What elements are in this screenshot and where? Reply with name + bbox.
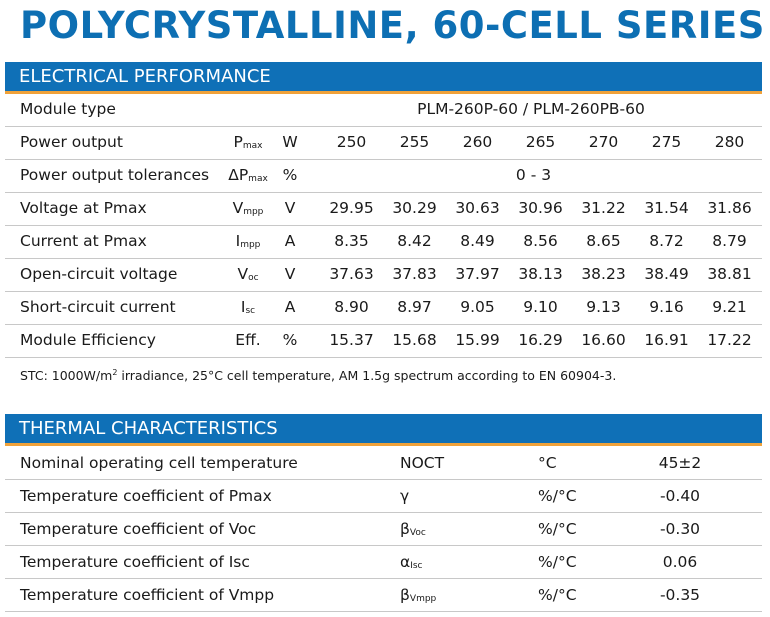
value-cell: 31.22 <box>581 199 626 217</box>
table-row <box>5 546 762 579</box>
note-superscript: 2 <box>112 368 118 377</box>
unit: V <box>284 265 296 283</box>
table-row <box>5 126 762 160</box>
unit: °C <box>538 454 557 472</box>
value-cell: 265 <box>525 133 556 151</box>
value-cell: 8.72 <box>649 232 684 250</box>
symbol-subscript: Vmpp <box>409 594 437 604</box>
symbol: γ <box>400 487 410 505</box>
page-title: POLYCRYSTALLINE, 60-CELL SERIES <box>20 4 765 47</box>
value-cell: 275 <box>651 133 682 151</box>
value-cell: 8.49 <box>460 232 495 250</box>
value-cell: 30.96 <box>518 199 563 217</box>
row-label: Voltage at Pmax <box>20 199 147 217</box>
note-text: STC: 1000W/m <box>20 368 113 384</box>
value-cell: 8.97 <box>397 298 432 316</box>
symbol: $V_{mpp}$ <box>232 199 264 217</box>
table-row <box>5 225 762 259</box>
unit: %/°C <box>538 553 577 571</box>
table-row <box>5 480 762 513</box>
value-cell: -0.40 <box>659 487 701 505</box>
value-cell: 38.13 <box>518 265 563 283</box>
value-cell: 15.37 <box>329 331 374 349</box>
symbol-subscript: max <box>248 174 268 184</box>
row-label: Power output tolerances <box>20 166 210 184</box>
symbol-subscript: max <box>242 141 263 151</box>
table-row <box>5 447 762 480</box>
value-cell: -0.30 <box>659 520 701 538</box>
value-cell: 31.54 <box>644 199 689 217</box>
symbol: $I_{sc}$ <box>240 298 256 316</box>
value-cell: 8.65 <box>586 232 621 250</box>
value-cell: 270 <box>588 133 619 151</box>
value-cell: 16.29 <box>518 331 563 349</box>
value-cell: 280 <box>714 133 745 151</box>
symbol: Eff. <box>235 331 261 349</box>
table-row <box>5 513 762 546</box>
unit: A <box>284 298 296 316</box>
unit: %/°C <box>538 586 577 604</box>
symbol: NOCT <box>400 454 445 472</box>
value-cell: 16.60 <box>581 331 626 349</box>
table-row <box>5 291 762 325</box>
module-type-value: PLM-260P-60 / PLM-260PB-60 <box>417 100 645 118</box>
value-cell: 0.06 <box>662 553 698 571</box>
value-cell: 37.83 <box>392 265 437 283</box>
value-cell: 38.81 <box>707 265 752 283</box>
row-label: Temperature coefficient of Voc <box>20 520 257 538</box>
symbol-subscript: mpp <box>240 240 261 250</box>
row-label: Temperature coefficient of Vmpp <box>20 586 275 604</box>
row-label: Temperature coefficient of Isc <box>20 553 250 571</box>
value-cell: 29.95 <box>329 199 374 217</box>
value-cell: 8.56 <box>523 232 558 250</box>
thermal-characteristics-header <box>5 414 762 446</box>
value-cell: 31.86 <box>707 199 752 217</box>
value-cell: 9.10 <box>523 298 558 316</box>
unit: %/°C <box>538 487 577 505</box>
symbol: $\beta_{Vmpp}$ <box>400 586 437 604</box>
value-cell: 15.99 <box>455 331 500 349</box>
section-title: ELECTRICAL PERFORMANCE <box>19 66 271 87</box>
value-cell: 8.79 <box>712 232 747 250</box>
symbol-subscript: Isc <box>410 561 423 571</box>
symbol-subscript: Voc <box>409 528 426 538</box>
value-cell: 255 <box>399 133 430 151</box>
value-cell: 45±2 <box>658 454 702 472</box>
table-row <box>5 192 762 226</box>
symbol: $\Delta P_{max}$ <box>228 166 268 184</box>
symbol-subscript: mpp <box>243 207 264 217</box>
unit: W <box>282 133 298 151</box>
value-cell: 38.23 <box>581 265 626 283</box>
row-label: Module Efficiency <box>20 331 156 349</box>
table-row <box>5 579 762 612</box>
row-label: Nominal operating cell temperature <box>20 454 298 472</box>
value-cell: 9.05 <box>460 298 495 316</box>
symbol-subscript: sc <box>245 306 256 316</box>
value-cell: 250 <box>336 133 367 151</box>
note-text-rest: irradiance, 25°C cell temperature, AM 1.5g spectrum according to EN 60904-3. <box>117 368 617 384</box>
electrical-performance-header <box>5 62 762 94</box>
module-type-row <box>5 93 762 127</box>
row-label: Temperature coefficient of Pmax <box>20 487 272 505</box>
unit: A <box>284 232 296 250</box>
symbol: $\beta_{Voc}$ <box>400 520 426 538</box>
value-cell: 9.13 <box>586 298 621 316</box>
value-cell: 8.42 <box>397 232 432 250</box>
row-label: Module type <box>20 100 116 118</box>
row-label: Power output <box>20 133 123 151</box>
value-cell: 8.35 <box>334 232 369 250</box>
table-row <box>5 159 762 193</box>
symbol: $P_{max}$ <box>233 133 263 151</box>
row-label: Open-circuit voltage <box>20 265 178 283</box>
span-value: 0 - 3 <box>515 166 552 184</box>
symbol: $\alpha_{Isc}$ <box>400 553 423 571</box>
symbol: $I_{mpp}$ <box>235 232 261 250</box>
value-cell: 16.91 <box>644 331 689 349</box>
value-cell: 38.49 <box>644 265 689 283</box>
value-cell: 30.29 <box>392 199 437 217</box>
table-row <box>5 324 762 358</box>
value-cell: 30.63 <box>455 199 500 217</box>
value-cell: -0.35 <box>659 586 701 604</box>
value-cell: 37.63 <box>329 265 374 283</box>
value-cell: 17.22 <box>707 331 752 349</box>
row-label: Short-circuit current <box>20 298 176 316</box>
value-cell: 9.21 <box>712 298 747 316</box>
value-cell: 9.16 <box>649 298 684 316</box>
unit: V <box>284 199 296 217</box>
value-cell: 37.97 <box>455 265 500 283</box>
unit: % <box>282 331 298 349</box>
value-cell: 260 <box>462 133 493 151</box>
section-title: THERMAL CHARACTERISTICS <box>19 418 278 439</box>
row-label: Current at Pmax <box>20 232 147 250</box>
value-cell: 8.90 <box>334 298 369 316</box>
symbol: $V_{oc}$ <box>237 265 259 283</box>
unit: %/°C <box>538 520 577 538</box>
symbol-subscript: oc <box>248 273 259 283</box>
value-cell: 15.68 <box>392 331 437 349</box>
table-row <box>5 258 762 292</box>
stc-note <box>20 368 616 383</box>
unit: % <box>282 166 298 184</box>
